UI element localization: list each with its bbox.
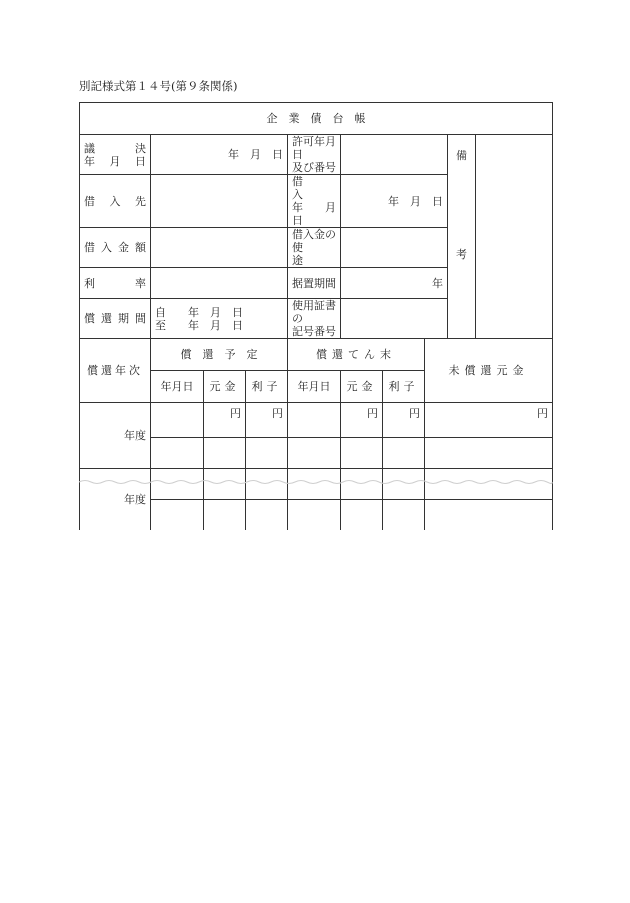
actual-interest-cell[interactable]: 円 <box>383 403 425 438</box>
amount-label: 借入金額 <box>80 228 151 268</box>
grace-field[interactable]: 年 <box>341 268 448 299</box>
planned-interest-cell[interactable] <box>246 500 288 531</box>
actual-principal-cell[interactable] <box>341 500 383 531</box>
actual-principal-cell[interactable]: 円 <box>341 403 383 438</box>
ledger-title: 企 業 債 台 帳 <box>80 103 553 135</box>
schedule-row <box>80 500 553 531</box>
ledger-table <box>79 102 553 530</box>
outstanding-cell[interactable] <box>425 469 553 500</box>
repay-to-line: 至 年 月 日 <box>155 318 243 332</box>
form-heading: 別記様式第１４号(第９条関係) <box>79 79 238 93</box>
planned-principal-cell[interactable]: 円 <box>204 403 246 438</box>
borrow-date-label-top: 借 入 <box>292 175 336 201</box>
resolution-label-top: 議 決 <box>84 141 146 155</box>
outstanding-cell[interactable] <box>425 438 553 469</box>
actual-principal-cell[interactable] <box>341 469 383 500</box>
schedule-row <box>80 438 553 469</box>
planned-principal-header: 元金 <box>204 371 246 403</box>
rate-label: 利 率 <box>80 268 151 299</box>
amount-field[interactable] <box>151 228 288 268</box>
borrow-date-label <box>288 175 347 228</box>
planned-principal-cell[interactable] <box>204 500 246 531</box>
actual-date-header: 年月日 <box>288 371 341 403</box>
planned-date-cell[interactable] <box>151 403 204 438</box>
resolution-label-bottom: 年 月 日 <box>84 154 146 168</box>
cert-field[interactable] <box>341 299 448 339</box>
actual-date-cell[interactable] <box>288 403 341 438</box>
actual-principal-cell[interactable] <box>341 438 383 469</box>
permit-field[interactable] <box>341 135 448 175</box>
planned-date-header: 年月日 <box>151 371 204 403</box>
rate-field[interactable] <box>151 268 288 299</box>
fiscal-year-cell[interactable]: 年度 <box>80 469 151 531</box>
remarks-label-bottom: 考 <box>456 248 467 261</box>
cert-label-bottom: 記号番号 <box>292 325 336 338</box>
planned-date-cell[interactable] <box>151 469 204 500</box>
use-label <box>288 228 341 268</box>
repay-from-line: 自 年 月 日 <box>155 305 243 319</box>
grace-label: 据置期間 <box>288 268 341 299</box>
borrow-date-label-bottom: 年 月 日 <box>292 201 347 227</box>
cert-label-top: 使用証書の <box>292 299 336 325</box>
permit-label-top: 許可年月日 <box>292 135 336 161</box>
planned-principal-cell[interactable] <box>204 438 246 469</box>
actual-date-cell[interactable] <box>288 438 341 469</box>
outstanding-header: 未償還元金 <box>425 339 553 403</box>
planned-interest-cell[interactable] <box>246 469 288 500</box>
outstanding-cell[interactable] <box>425 500 553 531</box>
actual-interest-cell[interactable] <box>383 500 425 531</box>
remarks-label-top: 備 <box>456 149 467 162</box>
actual-interest-header: 利子 <box>383 371 425 403</box>
repay-period-field[interactable] <box>151 299 288 339</box>
permit-label <box>288 135 341 175</box>
permit-label-bottom: 及び番号 <box>292 161 336 174</box>
resolution-label <box>80 135 151 175</box>
use-label-top: 借入金の <box>292 228 336 241</box>
lender-field[interactable] <box>151 175 288 228</box>
planned-principal-cell[interactable] <box>204 469 246 500</box>
bond-ledger-form <box>79 102 552 530</box>
remarks-label <box>448 135 476 339</box>
planned-interest-cell[interactable] <box>246 438 288 469</box>
planned-interest-header: 利子 <box>246 371 288 403</box>
actual-interest-cell[interactable] <box>383 469 425 500</box>
use-field[interactable] <box>341 228 448 268</box>
actual-interest-cell[interactable] <box>383 438 425 469</box>
fiscal-year-cell[interactable]: 年度 <box>80 403 151 469</box>
planned-date-cell[interactable] <box>151 500 204 531</box>
actual-principal-header: 元金 <box>341 371 383 403</box>
schedule-row <box>80 403 553 438</box>
lender-label: 借 入 先 <box>80 175 151 228</box>
use-label-bottom: 使 途 <box>292 241 336 267</box>
planned-date-cell[interactable] <box>151 438 204 469</box>
repay-period-label: 償還期間 <box>80 299 151 339</box>
actual-header: 償還てん末 <box>288 339 425 371</box>
actual-date-cell[interactable] <box>288 469 341 500</box>
outstanding-cell[interactable]: 円 <box>425 403 553 438</box>
year-column-label: 償還年次 <box>80 339 151 403</box>
schedule-row <box>80 469 553 500</box>
resolution-date-field[interactable]: 年 月 日 <box>151 135 288 175</box>
planned-header: 償 還 予 定 <box>151 339 288 371</box>
actual-date-cell[interactable] <box>288 500 341 531</box>
planned-interest-cell[interactable]: 円 <box>246 403 288 438</box>
remarks-field[interactable] <box>476 135 553 339</box>
borrow-date-field[interactable]: 年 月 日 <box>341 175 448 228</box>
cert-label <box>288 299 341 339</box>
